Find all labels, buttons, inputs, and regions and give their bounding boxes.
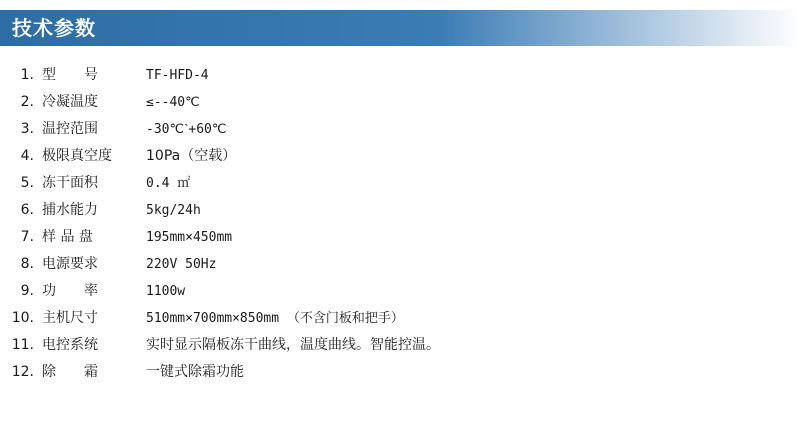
- spec-index: 1.: [20, 67, 34, 83]
- spec-value: 实时显示隔板冻干曲线，温度曲线。智能控温。: [146, 337, 440, 353]
- spec-label: 捕水能力: [42, 202, 98, 218]
- spec-value: 195mm×450mm: [146, 230, 233, 245]
- spec-index: 6.: [20, 202, 34, 218]
- spec-value: 510mm×700mm×850mm （不含门板和把手）: [146, 311, 404, 326]
- list-item: [0, 145, 800, 172]
- spec-label: 型 号: [42, 67, 98, 83]
- spec-value: 10Pa（空载）: [146, 148, 237, 164]
- list-item: [0, 172, 800, 199]
- spec-value: ≤--40℃: [146, 95, 200, 110]
- list-item: [0, 361, 800, 388]
- spec-index: 4.: [20, 148, 34, 164]
- spec-index: 10.: [11, 310, 34, 326]
- page-title: 技术参数: [12, 16, 96, 40]
- spec-index: 11.: [11, 337, 34, 353]
- spec-value: 1100w: [146, 284, 186, 299]
- spec-value: 5kg/24h: [146, 203, 201, 218]
- spec-index: 9.: [20, 283, 34, 299]
- list-item: [0, 253, 800, 280]
- list-item: [0, 226, 800, 253]
- spec-label: 功 率: [42, 283, 98, 299]
- spec-index: 12.: [11, 364, 34, 380]
- spec-label: 电源要求: [42, 256, 98, 272]
- spec-label: 除 霜: [42, 364, 98, 380]
- list-item: [0, 64, 800, 91]
- spec-value: 0.4 ㎡: [146, 176, 191, 191]
- spec-value: 一键式除霜功能: [146, 364, 244, 380]
- spec-index: 8.: [20, 256, 34, 272]
- spec-label: 电控系统: [42, 337, 98, 353]
- spec-value: -30℃ˋ+60℃: [146, 122, 227, 137]
- spec-value: 220V 50Hz: [146, 257, 217, 272]
- specification-list: [0, 64, 800, 388]
- section-header-banner: [0, 10, 800, 46]
- list-item: [0, 199, 800, 226]
- list-item: [0, 91, 800, 118]
- spec-index: 3.: [20, 121, 34, 137]
- spec-label: 温控范围: [42, 121, 98, 137]
- spec-index: 2.: [20, 94, 34, 110]
- spec-label: 样 品 盘: [42, 229, 93, 245]
- spec-index: 5.: [20, 175, 34, 191]
- spec-label: 主机尺寸: [42, 310, 98, 326]
- spec-label: 冻干面积: [42, 175, 98, 191]
- list-item: [0, 280, 800, 307]
- list-item: [0, 118, 800, 145]
- spec-index: 7.: [20, 229, 34, 245]
- spec-value: TF-HFD-4: [146, 68, 209, 83]
- list-item: [0, 334, 800, 361]
- list-item: [0, 307, 800, 334]
- spec-label: 冷凝温度: [42, 94, 98, 110]
- spec-label: 极限真空度: [42, 148, 112, 164]
